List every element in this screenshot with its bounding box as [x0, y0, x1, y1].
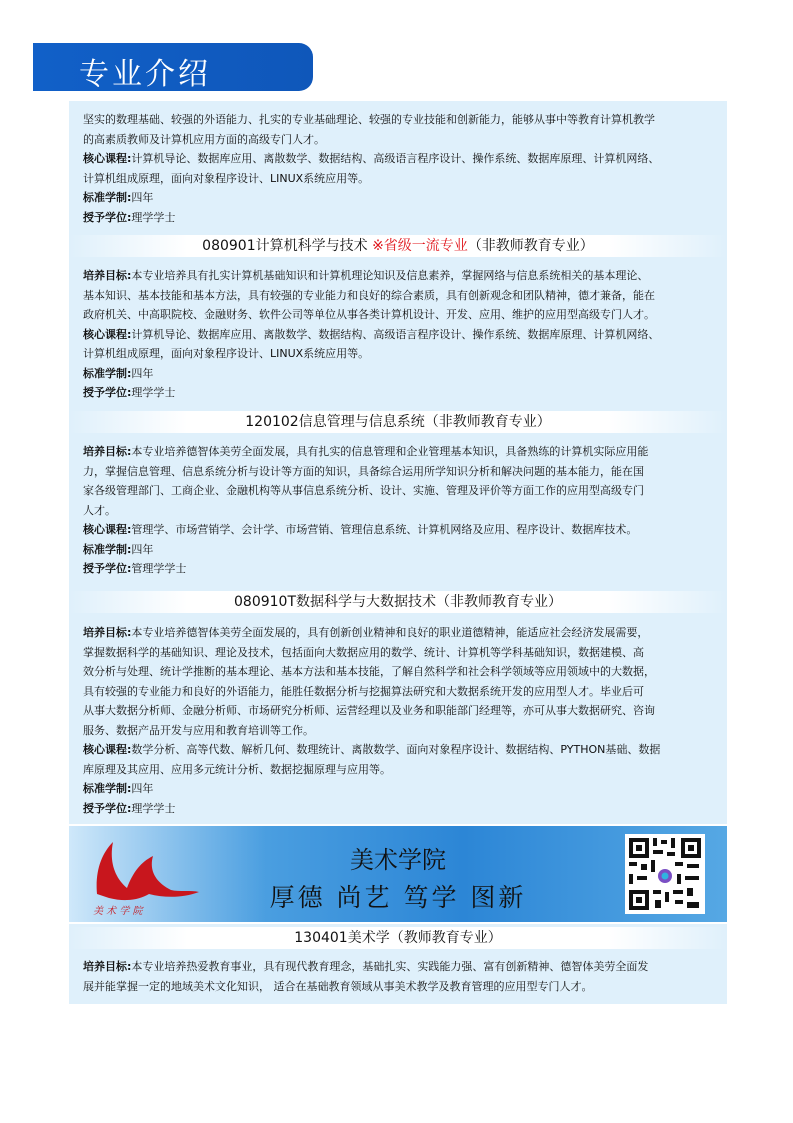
section-header: [33, 43, 313, 91]
major-title-ds: 080910T数据科学与大数据技术（非教师教育专业）: [69, 591, 727, 613]
intro-text: 坚实的数理基础、较强的外语能力、扎实的专业基础理论、较强的专业技能和创新能力，能够从事中等教育计算机教学 的高素质教师及计算机应用方面的高级专门人才。 核心课程:计算机导论、数据库应用、离散数学、数据结构、高级语言程序设计、操作系统、数据库原理、计算机网络、 计算机组成原理，面向对象程序设计、LINUX系统应用等。 标准学制:四年 授予学位:理学学士: [83, 113, 660, 224]
college-banner: [69, 826, 727, 922]
major-body-is: 培养目标:本专业培养德智体美劳全面发展，具有扎实的信息管理和企业管理基本知识，具备熟练的计算机实际应用能 力，掌握信息管理、信息系统分析与设计等方面的知识，具备综合运用所学知识分析和解决问题的基本能力，能在国 家各级管理部门、工商企业、金融机构等从事信息系统分析、设计、实施、管理及评价等方面工作的应用型高级专门 人才。 核心课程:管理学、市场营销学、会计学、市场营销、管理信息系统、计算机网络及应用、程序设计、数据库技术。 标准学制:四年 授予学位:管理学学士: [83, 445, 649, 575]
major-title-cs: 080901计算机科学与技术 ※省级一流专业（非教师教育专业）: [69, 235, 727, 257]
college-name: 美术学院: [350, 846, 446, 874]
logo-caption: 美 术 学 院: [93, 906, 143, 917]
major-title-art: 130401美术学（教师教育专业）: [69, 927, 727, 949]
major-body-art: 培养目标:本专业培养热爱教育事业，具有现代教育理念，基础扎实、实践能力强、富有创新精神、德智体美劳全面发 展并能掌握一定的地域美术文化知识， 适合在基础教育领域从事美术教学及教育管理的应用型专门人才。: [83, 960, 649, 993]
qr-code[interactable]: [625, 834, 705, 914]
major-body-ds: 培养目标:本专业培养德智体美劳全面发展的，具有创新创业精神和良好的职业道德精神，能适应社会经济发展需要， 掌握数据科学的基础知识、理论及技术，包括面向大数据应用的数学、统计、计算机等学科基础知识，数据建模、高 效分析与处理、统计学推断的基本理论、基本方法和基本技能，了解自然科学和社会科学领域等应用领域中的大数据， 具有较强的专业能力和良好的外语能力，能胜任数据分析与挖掘算法研究和大数据系统开发的应用型人才。毕业后可 从事大数据分析师、金融分析师、市场研究分析师、运营经理以及业务和职能部门经理等，亦可从事大数据研究、咨询 服务、数据产品开发与应用和教育培训等工作。 核心课程:数学分析、高等代数、解析几何、数理统计、离散数学、面向对象程序设计、数据结构、PYTHON基础、数据 库原理及其应用、应用多元统计分析、数据挖掘原理与应用等。 标准学制:四年 授予学位:理学学士: [83, 626, 661, 815]
page-title: 专业介绍: [79, 57, 211, 92]
major-title-is: 120102信息管理与信息系统（非教师教育专业）: [69, 411, 727, 433]
major-body-cs: 培养目标:本专业培养具有扎实计算机基础知识和计算机理论知识及信息素养，掌握网络与信息系统相关的基本理论、 基本知识、基本技能和基本方法，具有较强的专业能力和良好的综合素质，具有创新观念和团队精神，德才兼备，能在 政府机关、中高职院校、金融财务、软件公司等单位从事各类计算机设计、开发、应用、维护的应用型高级专门人才。 核心课程:计算机导论、数据库应用、离散数学、数据结构、高级语言程序设计、操作系统、数据库原理、计算机网络、 计算机组成原理，面向对象程序设计、LINUX系统应用等。 标准学制:四年 授予学位:理学学士: [83, 269, 660, 399]
college-motto: 厚德 尚艺 笃学 图新: [269, 883, 527, 912]
